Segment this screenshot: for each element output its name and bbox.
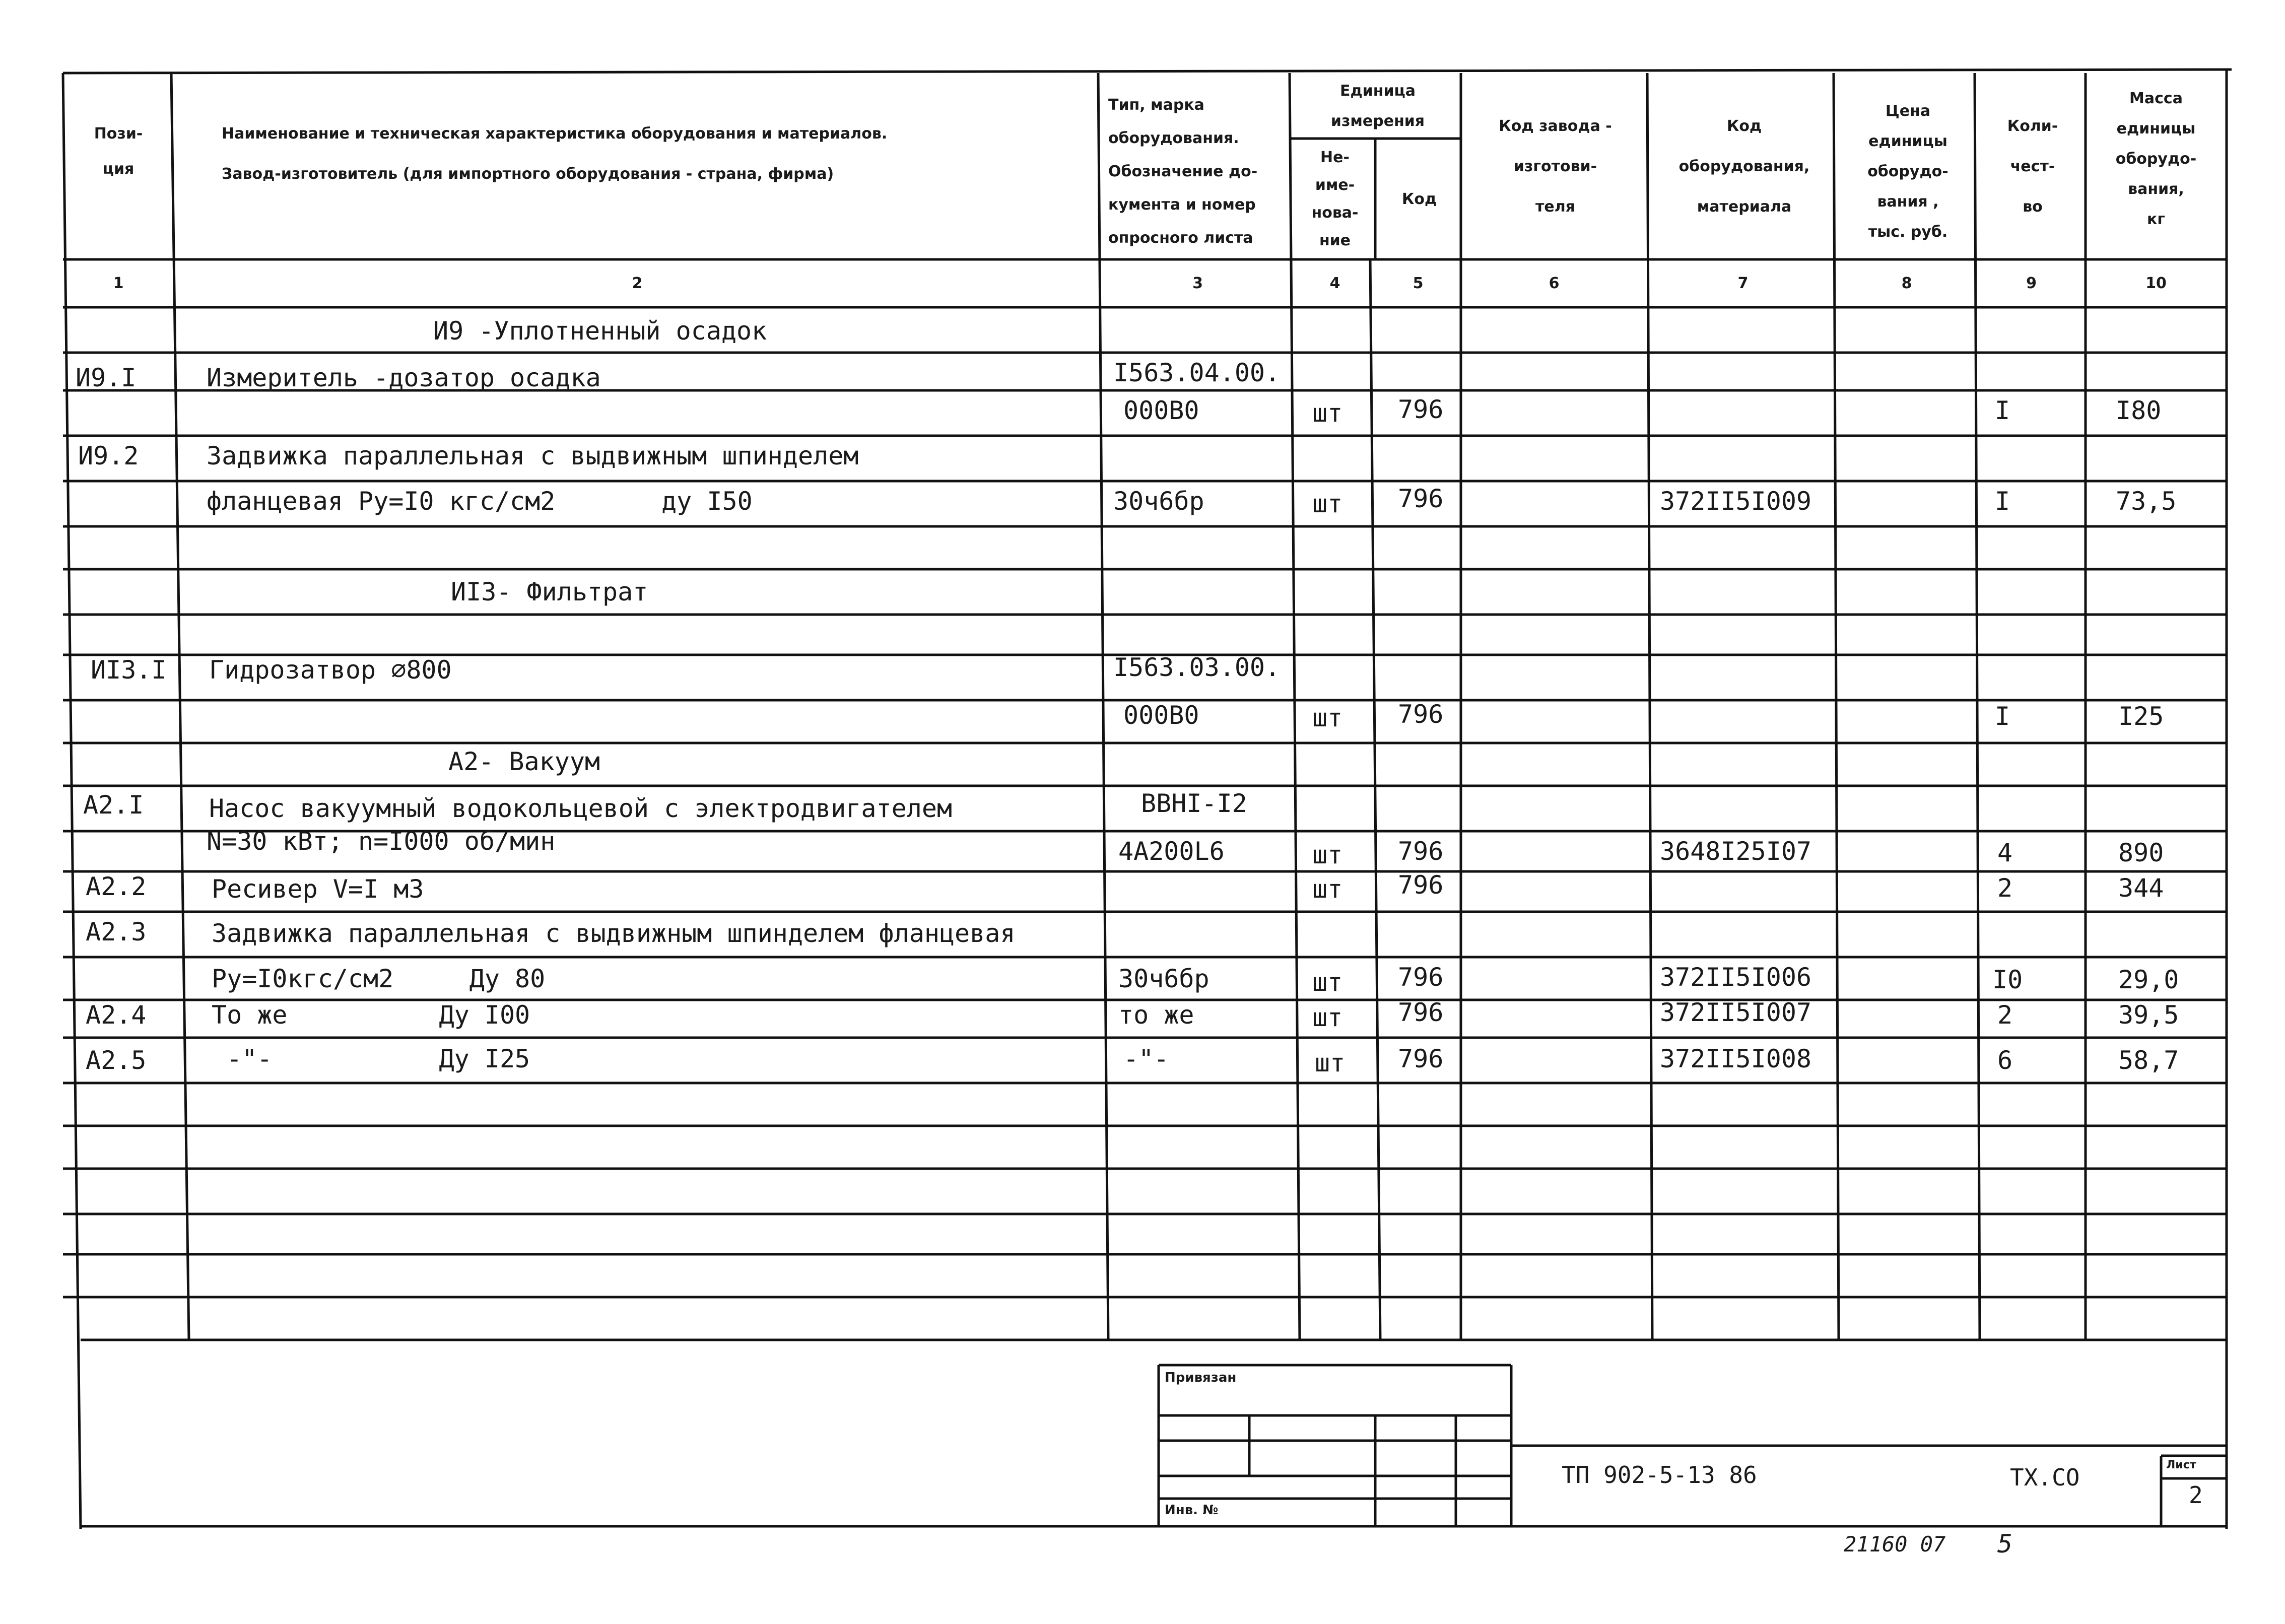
unit-code-cell: 796 xyxy=(1398,998,1444,1027)
header-text: единицы xyxy=(2116,119,2196,138)
quantity-cell: 6 xyxy=(1997,1046,2013,1075)
unit-code-cell: 796 xyxy=(1398,484,1444,513)
header-text: чест- xyxy=(2010,157,2055,175)
position-cell: А2.5 xyxy=(86,1046,147,1075)
header-position xyxy=(65,116,171,186)
header-text: измерения xyxy=(1330,112,1425,130)
header-price xyxy=(1839,96,1977,247)
header-text: Код xyxy=(1401,190,1437,208)
header-text: оборудо- xyxy=(2115,150,2197,168)
header-unit xyxy=(1295,76,1461,136)
sheet-label: Лист xyxy=(2166,1459,2196,1471)
header-equipment-code xyxy=(1652,106,1836,227)
header-text: нова- xyxy=(1311,204,1359,222)
type-cell: I563.04.00. xyxy=(1113,358,1281,387)
section-heading: А2- Вакуум xyxy=(448,747,600,776)
equipment-code-cell: 3648I25I07 xyxy=(1660,837,1812,866)
name-cell: N=30 кВт; n=I000 об/мин xyxy=(207,827,556,856)
quantity-cell: I xyxy=(1995,702,2010,731)
type-cell: I563.03.00. xyxy=(1113,653,1281,682)
equipment-code-cell: 372II5I006 xyxy=(1660,963,1812,992)
quantity-cell: 2 xyxy=(1997,873,2013,903)
header-text: опросного листа xyxy=(1108,229,1253,247)
header-text: тыс. руб. xyxy=(1868,223,1948,241)
column-number: 10 xyxy=(2145,275,2167,292)
unit-code-cell: 796 xyxy=(1398,837,1444,866)
document-code: ТП 902-5-13 86 xyxy=(1562,1461,1757,1488)
position-cell: И9.2 xyxy=(78,441,139,470)
equipment-code-cell: 372II5I007 xyxy=(1660,998,1812,1027)
mass-cell: 29,0 xyxy=(2118,965,2179,994)
position-cell: А2.4 xyxy=(86,1000,147,1030)
header-text: Обозначение до- xyxy=(1108,162,1258,180)
stamp-privyazan: Привязан xyxy=(1165,1370,1237,1385)
unit-code-cell: 796 xyxy=(1398,395,1444,424)
quantity-cell: I0 xyxy=(1992,965,2023,994)
position-cell: А2.2 xyxy=(86,872,147,901)
header-text: Наименование и техническая характеристика оборудования и материалов. xyxy=(222,124,888,143)
unit-cell: шт xyxy=(1312,398,1343,428)
header-text: ция xyxy=(102,160,135,178)
column-number: 1 xyxy=(113,275,124,292)
name-cell: Ру=I0кгс/см2 Ду 80 xyxy=(212,964,546,993)
equipment-code-cell: 372II5I009 xyxy=(1660,487,1812,516)
header-maker-code xyxy=(1463,106,1647,227)
header-text: Тип, марка xyxy=(1108,96,1204,114)
position-cell: И9.I xyxy=(76,363,137,392)
quantity-cell: 4 xyxy=(1997,838,2013,867)
header-unit-code xyxy=(1378,144,1461,254)
type-cell: ВВНI-I2 xyxy=(1141,789,1247,818)
position-cell: А2.3 xyxy=(86,917,147,946)
type-cell: то же xyxy=(1118,1000,1194,1030)
type-cell: 30ч6бр xyxy=(1113,487,1204,516)
column-number: 8 xyxy=(1901,275,1912,292)
header-text: теля xyxy=(1535,197,1575,216)
header-text: вания, xyxy=(2128,180,2184,198)
header-text: оборудо- xyxy=(1867,162,1948,180)
quantity-cell: 2 xyxy=(1997,1000,2013,1030)
section-heading: И9 -Уплотненный осадок xyxy=(433,316,767,346)
column-number: 6 xyxy=(1549,275,1560,292)
mass-cell: 58,7 xyxy=(2118,1046,2179,1075)
header-text: име- xyxy=(1315,176,1355,194)
sheet-number: 2 xyxy=(2189,1481,2203,1509)
mass-cell: I25 xyxy=(2118,702,2164,731)
equipment-code-cell: 372II5I008 xyxy=(1660,1044,1812,1073)
footer-number: 21160 07 xyxy=(1844,1532,1946,1557)
name-cell: -"- Ду I25 xyxy=(212,1044,530,1073)
header-text: Единица xyxy=(1340,82,1416,100)
unit-cell: шт xyxy=(1312,840,1343,869)
column-number: 4 xyxy=(1329,275,1340,292)
header-text: единицы xyxy=(1868,132,1947,150)
name-cell: фланцевая Ру=I0 кгс/см2 ду I50 xyxy=(207,487,753,516)
column-number: 2 xyxy=(632,275,643,292)
type-cell: 000В0 xyxy=(1123,396,1199,425)
header-text: Код завода - xyxy=(1499,117,1612,135)
header-text: кумента и номер xyxy=(1108,195,1256,214)
quantity-cell: I xyxy=(1995,487,2010,516)
header-text: Масса xyxy=(2129,89,2183,107)
unit-cell: шт xyxy=(1312,703,1343,732)
name-cell: Гидрозатвор ∅800 xyxy=(209,655,452,685)
footer-page: 5 xyxy=(1997,1529,2013,1559)
unit-code-cell: 796 xyxy=(1398,700,1444,729)
position-cell: А2.I xyxy=(83,790,144,820)
column-number: 3 xyxy=(1192,275,1203,292)
header-text: во xyxy=(2023,197,2043,216)
header-text: вания , xyxy=(1877,192,1939,211)
position-cell: ИI3.I xyxy=(91,655,167,685)
unit-code-cell: 796 xyxy=(1398,870,1444,900)
quantity-cell: I xyxy=(1995,396,2010,425)
name-cell: Ресивер V=I м3 xyxy=(212,874,424,904)
mass-cell: 890 xyxy=(2118,838,2164,867)
name-cell: То же Ду I00 xyxy=(212,1000,530,1030)
header-text: изготови- xyxy=(1513,157,1597,175)
mass-cell: 344 xyxy=(2118,873,2164,903)
name-cell: Измеритель -дозатор осадка xyxy=(207,363,601,392)
unit-code-cell: 796 xyxy=(1398,963,1444,992)
section-heading: ИI3- Фильтрат xyxy=(451,577,648,606)
unit-cell: шт xyxy=(1312,489,1343,518)
header-text: Коли- xyxy=(2007,117,2058,135)
unit-code-cell: 796 xyxy=(1398,1044,1444,1073)
header-quantity xyxy=(1980,106,2086,227)
header-text: кг xyxy=(2146,210,2166,228)
unit-cell: шт xyxy=(1312,1003,1343,1032)
unit-cell: шт xyxy=(1312,968,1343,997)
header-text: оборудования, xyxy=(1678,157,1810,175)
name-cell: Задвижка параллельная с выдвижным шпинделем фланцевая xyxy=(212,919,1016,948)
header-text: ние xyxy=(1319,232,1351,249)
header-text: Не- xyxy=(1320,149,1350,166)
type-cell: 000В0 xyxy=(1123,701,1199,730)
name-cell: Задвижка параллельная с выдвижным шпинделем xyxy=(207,441,859,470)
mass-cell: 73,5 xyxy=(2116,487,2177,516)
column-number: 9 xyxy=(2026,275,2037,292)
column-number: 7 xyxy=(1737,275,1749,292)
section-code: ТХ.СО xyxy=(2010,1464,2080,1491)
header-text: материала xyxy=(1697,197,1792,216)
column-number: 5 xyxy=(1413,275,1424,292)
unit-cell: шт xyxy=(1315,1048,1346,1077)
header-name xyxy=(222,113,1078,194)
header-text: оборудования. xyxy=(1108,129,1239,147)
type-cell: 4А200L6 xyxy=(1118,837,1225,866)
type-cell: 30ч6бр xyxy=(1118,964,1209,993)
header-unit-name xyxy=(1295,144,1375,254)
header-text: Завод-изготовитель (для импортного оборудования - страна, фирма) xyxy=(222,165,834,183)
stamp-inventory: Инв. № xyxy=(1165,1503,1219,1518)
type-cell: -"- xyxy=(1123,1044,1169,1073)
header-mass xyxy=(2088,83,2224,234)
unit-cell: шт xyxy=(1312,874,1343,904)
mass-cell: I80 xyxy=(2116,396,2162,425)
header-text: Код xyxy=(1726,117,1762,135)
header-type xyxy=(1108,88,1290,254)
header-text: Пози- xyxy=(94,124,143,143)
header-text: Цена xyxy=(1885,102,1931,120)
name-cell: Насос вакуумный водокольцевой с электродвигателем xyxy=(209,794,953,823)
mass-cell: 39,5 xyxy=(2118,1000,2179,1030)
